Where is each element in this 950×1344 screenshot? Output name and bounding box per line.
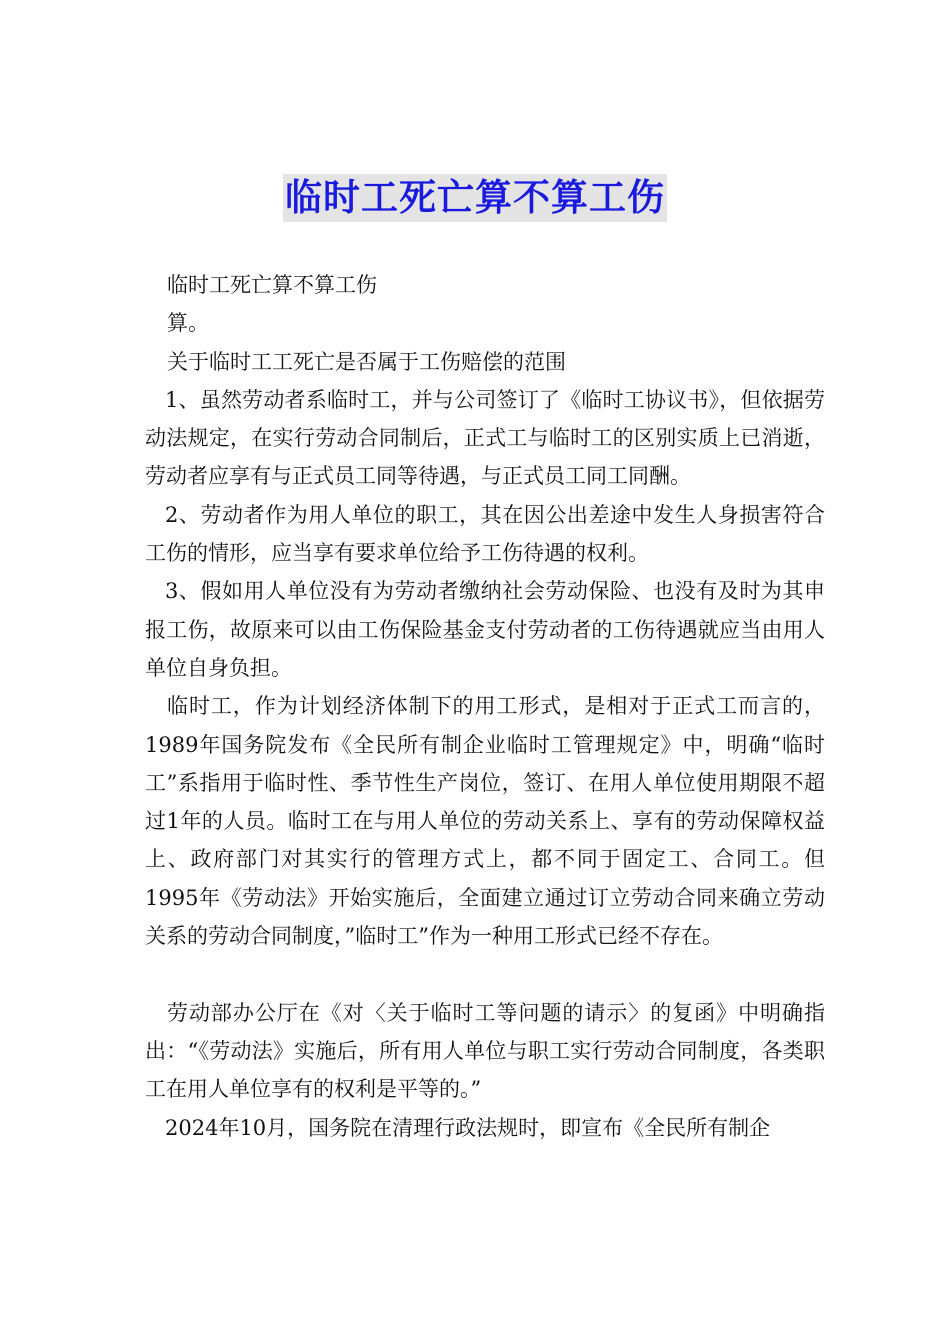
paragraph-point-1: 1、虽然劳动者系临时工，并与公司签订了《临时工协议书》，但依据劳动法规定，在实行劳动合同制后，正式工与临时工的区别实质上已消逝，劳动者应享有与正式员工同等待遇，与正式员工同工同酬。 (145, 387, 825, 489)
paragraph-gap (145, 955, 825, 993)
document-body (145, 266, 825, 1147)
paragraph-point-2: 2、劳动者作为用人单位的职工，其在因公出差途中发生人身损害符合工伤的情形，应当享有要求单位给予工伤待遇的权利。 (145, 502, 825, 566)
paragraph-ministry-reply: 劳动部办公厅在《对〈关于临时工等问题的请示〉的复函》中明确指出：“《劳动法》实施后，所有用人单位与职工实行劳动合同制度，各类职工在用人单位享有的权利是平等的。” (145, 1000, 825, 1102)
paragraph-answer: 算。 (167, 311, 209, 336)
paragraph-temp-worker-history: 临时工，作为计划经济体制下的用工形式，是相对于正式工而言的，1989年国务院发布《全民所有制企业临时工管理规定》中，明确“临时工”系指用于临时性、季节性生产岗位，签订、在用人单位使用期限不超过1年的人员。临时工在与用人单位的劳动关系上、享有的劳动保障权益上、政府部门对其实行的管理方式上，都不同于固定工、合同工。但1995年《劳动法》开始实施后，全面建立通过订立劳动合同来确立劳动关系的劳动合同制度，”临时工”作为一种用工形式已经不存在。 (145, 694, 825, 949)
paragraph-point-3: 3、假如用人单位没有为劳动者缴纳社会劳动保险、也没有及时为其申报工伤，故原来可以由工伤保险基金支付劳动者的工伤待遇就应当由用人单位自身负担。 (145, 579, 825, 680)
paragraph-heading: 关于临时工工死亡是否属于工伤赔偿的范围 (167, 349, 566, 374)
paragraph-state-council: 2024年10月，国务院在清理行政法规时，即宣布《全民所有制企 (165, 1115, 771, 1140)
title-container (0, 174, 950, 222)
document-title: 临时工死亡算不算工伤 (283, 174, 667, 222)
paragraph-subtitle: 临时工死亡算不算工伤 (167, 273, 377, 297)
